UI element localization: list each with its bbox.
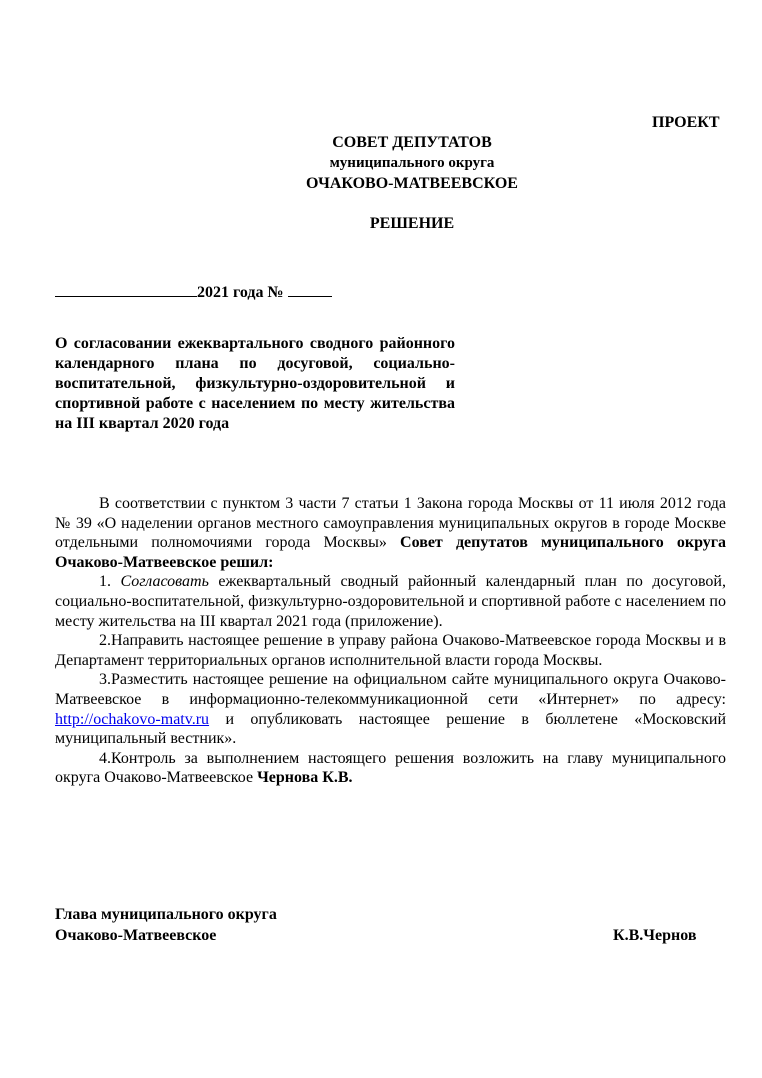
item-1	[55, 572, 726, 631]
signature-name: К.В.Чернов	[613, 927, 697, 944]
document-body	[55, 494, 726, 788]
item-3-text-before: 3.Разместить настоящее решение на официальном сайте муниципального округа Очаково-Матвеевское в информационно-телекоммуникационной сети «Интернет» по адресу:	[55, 671, 726, 708]
item-3-text-after: и опубликовать настоящее решение в бюллетене «Московский муниципальный вестник».	[55, 710, 727, 748]
item-4	[55, 749, 726, 788]
website-link[interactable]: http://ochakovo-matv.ru	[55, 710, 210, 728]
item-2: 2.Направить настоящее решение в управу района Очаково-Матвеевское города Москвы и в Департамент территориальных органов исполнительной власти города Москвы.	[55, 632, 726, 669]
signature-title-line1: Глава муниципального округа	[55, 906, 277, 923]
number-blank	[288, 282, 332, 297]
preamble-resolution: Совет депутатов муниципального округа Очаково-Матвеевское решил:	[55, 534, 727, 571]
signature-title-line2: Очаково-Матвеевское	[55, 927, 217, 944]
document-type: РЕШЕНИЕ	[369, 215, 455, 232]
draft-stamp: ПРОЕКТ	[652, 114, 720, 131]
district-name: ОЧАКОВО-МАТВЕЕВСКОЕ	[306, 175, 518, 192]
item-1-verb: Согласовать	[120, 573, 209, 591]
item-4-text: 4.Контроль за выполнением настоящего решения возложить на главу муниципального округа Очаково-Матвеевское	[55, 749, 726, 787]
date-blank	[55, 282, 197, 297]
date-number-line	[55, 282, 332, 302]
district-subtitle: муниципального округа	[329, 155, 495, 171]
item-1-text: ежеквартальный сводный районный календарный план по досуговой, социально-воспитательной, физкультурно-оздоровительной и спортивной работе с населением по месту жительства на III квартал 2021 года (приложение).	[55, 573, 726, 630]
item-1-number: 1.	[99, 573, 111, 591]
council-title: СОВЕТ ДЕПУТАТОВ	[332, 134, 492, 151]
item-4-responsible: Чернова К.В.	[257, 769, 353, 787]
preamble-text: В соответствии с пунктом 3 части 7 статьи 1 Закона города Москвы от 11 июля 2012 года № 39 «О наделении органов местного самоуправления муниципальных округов в городе Москве отдельными полномочиями города Москвы»	[55, 495, 726, 552]
item-3	[55, 670, 726, 748]
year-number-label: 2021 года №	[197, 284, 284, 301]
decision-subject: О согласовании ежеквартального сводного районного календарного плана по досуговой, социально-воспитательной, физкультурно-оздоровительной и спортивной работе с населением по месту жительства на III квартал 2020 года	[55, 335, 455, 432]
preamble-paragraph	[55, 494, 726, 572]
